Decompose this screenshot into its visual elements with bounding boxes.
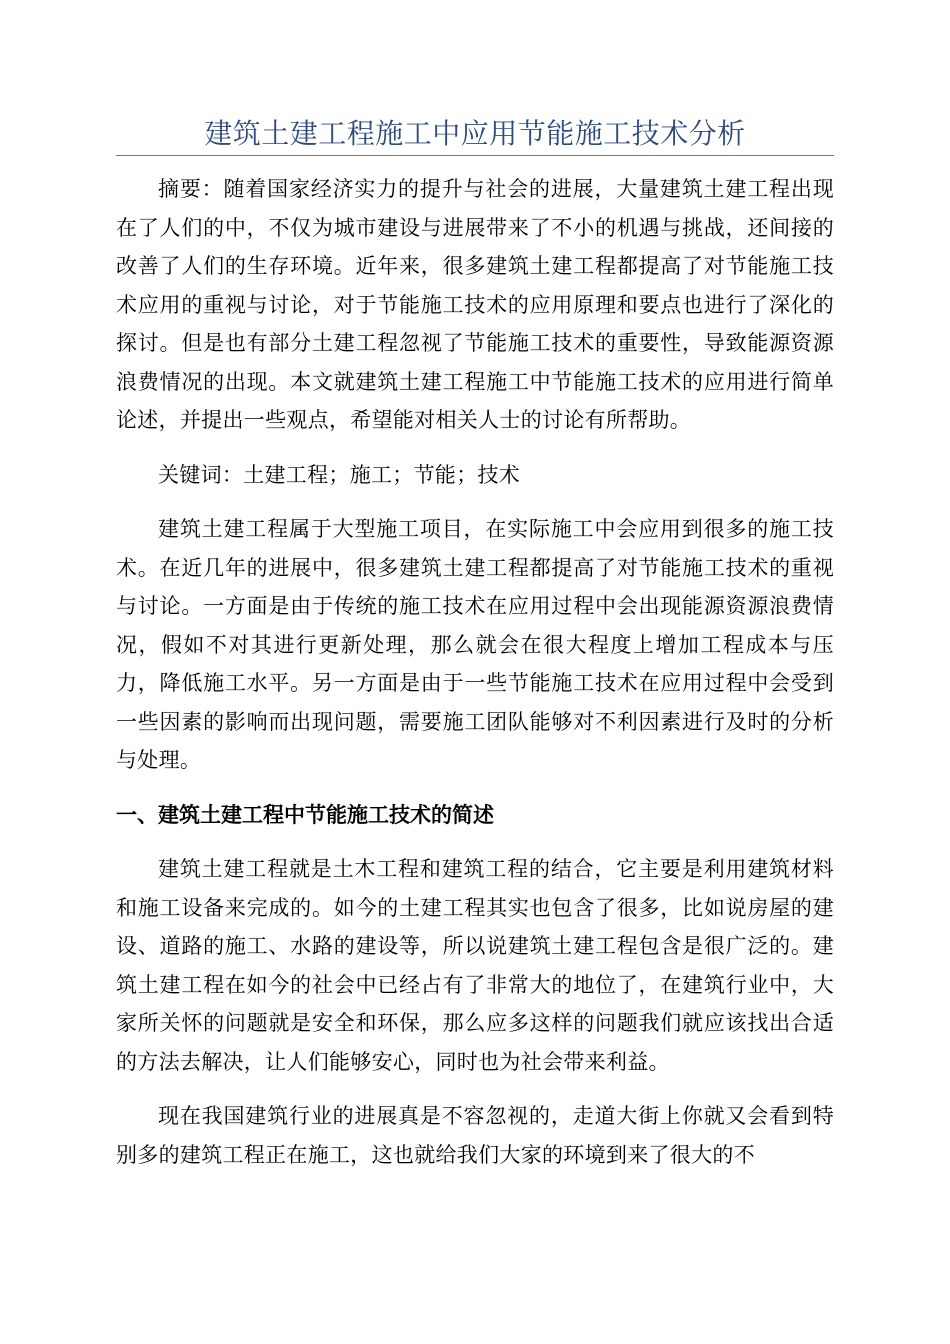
section-1-paragraph-2: 现在我国建筑行业的进展真是不容忽视的，走道大街上你就又会看到特别多的建筑工程正在施工，这也就给我们大家的环境到来了很大的不 bbox=[116, 1104, 834, 1167]
document-body bbox=[116, 170, 834, 1190]
abstract-paragraph: 摘要：随着国家经济实力的提升与社会的进展，大量建筑土建工程出现在了人们的中，不仅为城市建设与进展带来了不小的机遇与挑战，还间接的改善了人们的生存环境。近年来，很多建筑土建工程都提高了对节能施工技术应用的重视与讨论，对于节能施工技术的应用原理和要点也进行了深化的探讨。但是也有部分土建工程忽视了节能施工技术的重要性，导致能源资源浪费情况的出现。本文就建筑土建工程施工中节能施工技术的应用进行简单论述，并提出一些观点，希望能对相关人士的讨论有所帮助。 bbox=[116, 177, 834, 432]
keywords-paragraph: 关键词：土建工程；施工；节能；技术 bbox=[158, 462, 521, 487]
section-1-heading: 一、建筑土建工程中节能施工技术的简述 bbox=[116, 802, 494, 827]
title-underline bbox=[116, 155, 834, 156]
intro-paragraph: 建筑土建工程属于大型施工项目，在实际施工中会应用到很多的施工技术。在近几年的进展中，很多建筑土建工程都提高了对节能施工技术的重视与讨论。一方面是由于传统的施工技术在应用过程中会出现能源资源浪费情况，假如不对其进行更新处理，那么就会在很大程度上增加工程成本与压力，降低施工水平。另一方面是由于一些节能施工技术在应用过程中会受到一些因素的影响而出现问题，需要施工团队能够对不利因素进行及时的分析与处理。 bbox=[116, 517, 834, 772]
section-1-paragraph-1: 建筑土建工程就是土木工程和建筑工程的结合，它主要是利用建筑材料和施工设备来完成的。如今的土建工程其实也包含了很多，比如说房屋的建设、道路的施工、水路的建设等，所以说建筑土建工程包含是很广泛的。建筑土建工程在如今的社会中已经占有了非常大的地位了，在建筑行业中，大家所关怀的问题就是安全和环保，那么应多这样的问题我们就应该找出合适的方法去解决，让人们能够安心，同时也为社会带来利益。 bbox=[116, 857, 834, 1074]
document-title: 建筑土建工程施工中应用节能施工技术分析 bbox=[204, 117, 746, 150]
